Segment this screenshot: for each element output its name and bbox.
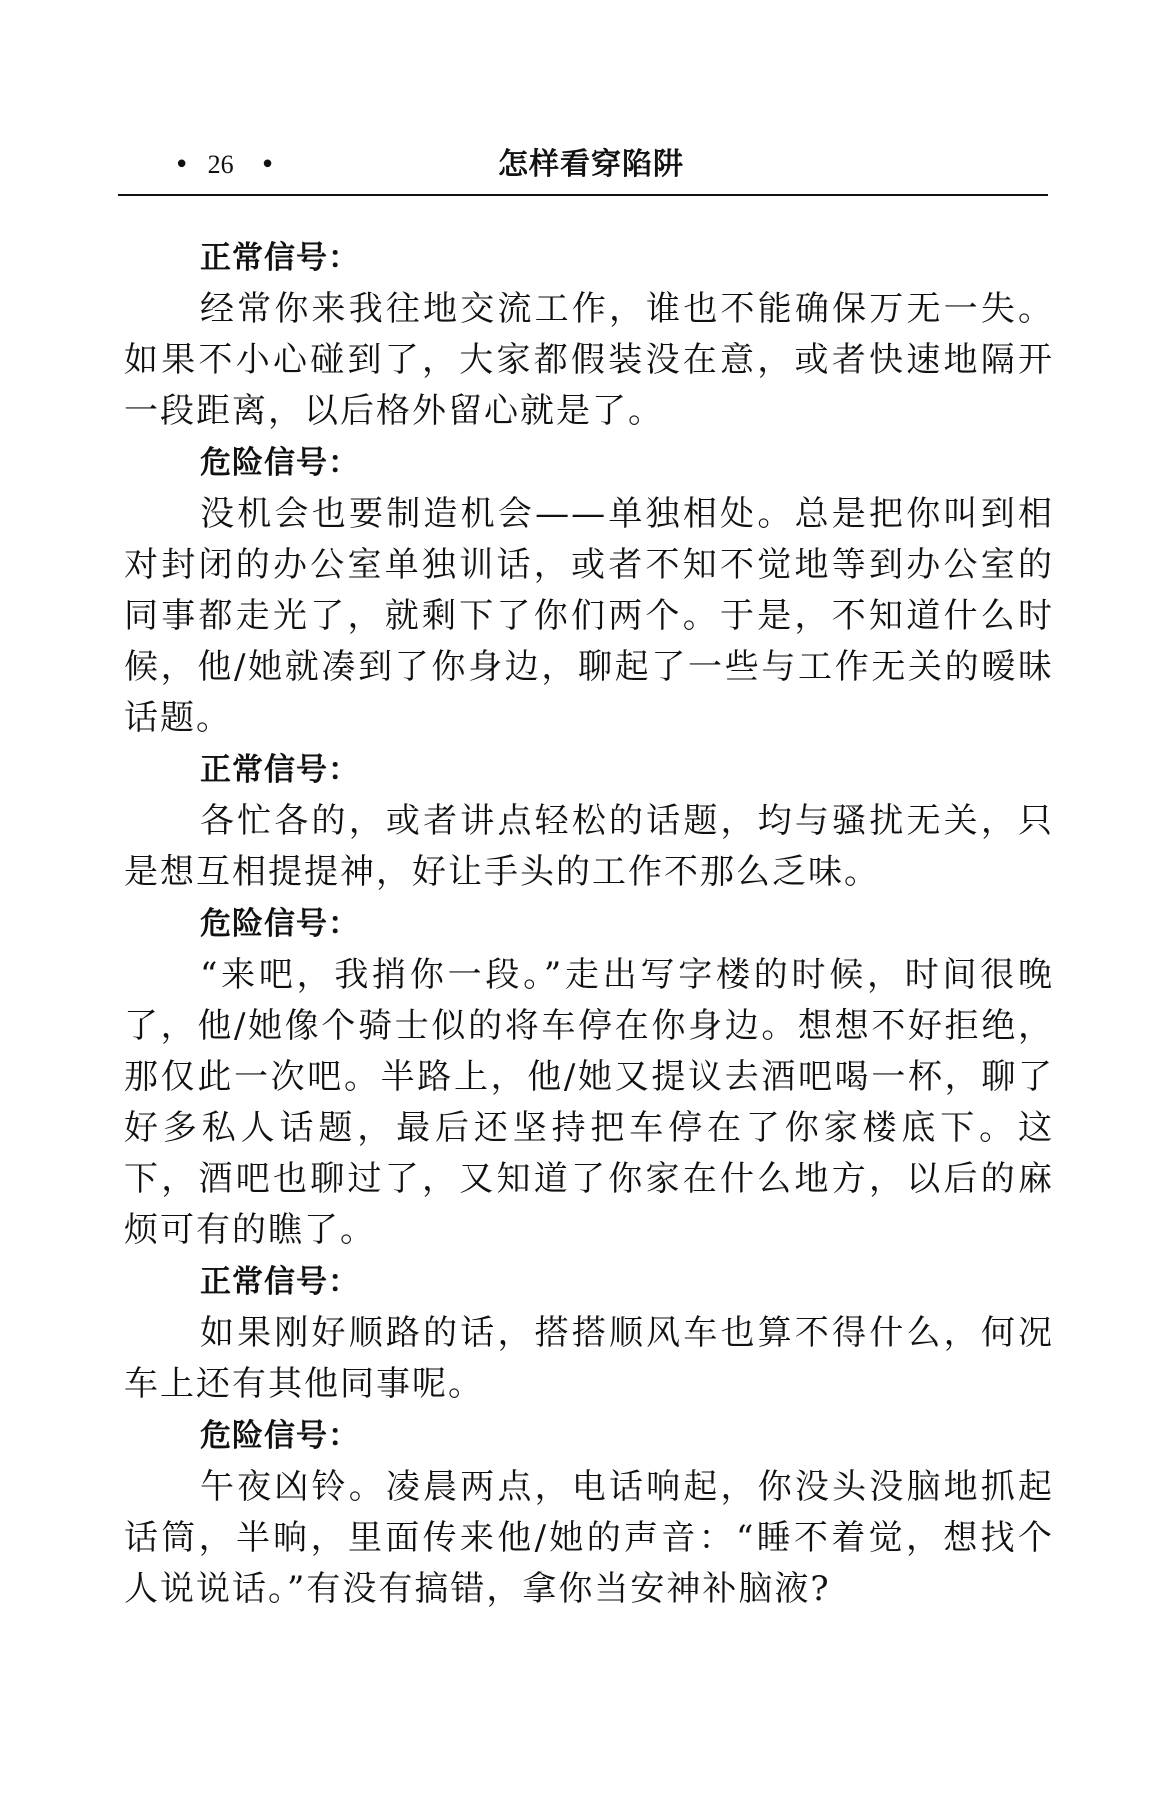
signal-label: 危险信号： (200, 445, 360, 481)
signal-label: 危险信号： (200, 906, 360, 942)
page-number-group (174, 148, 275, 182)
book-title: 怎样看穿陷阱 (498, 147, 684, 182)
paragraph: “来吧，我捎你一段。”走出写字楼的时候，时间很晚了，他/她像个骑士似的将车停在你身边。想想不好拒绝，那仅此一次吧。半路上，他/她又提议去酒吧喝一杯，聊了好多私人话题，最后还坚持把车停在了你家楼底下。这下，酒吧也聊过了，又知道了你家在什么地方，以后的麻烦可有的瞧了。 (124, 955, 1054, 1250)
paragraph: 没机会也要制造机会——单独相处。总是把你叫到相对封闭的办公室单独训话，或者不知不觉地等到办公室的同事都走光了，就剩下了你们两个。于是，不知道什么时候，他/她就凑到了你身边，聊起了一些与工作无关的暧昧话题。 (124, 494, 1054, 738)
paragraph: 午夜凶铃。凌晨两点，电话响起，你没头没脑地抓起话筒，半晌，里面传来他/她的声音：“睡不着觉，想找个人说说话。”有没有搞错，拿你当安神补脑液? (124, 1467, 1054, 1609)
page-number: 26 (207, 150, 234, 179)
signal-label: 正常信号： (200, 752, 360, 788)
running-header (118, 138, 1048, 196)
paragraph: 经常你来我往地交流工作，谁也不能确保万无一失。如果不小心碰到了，大家都假装没在意，或者快速地隔开一段距离，以后格外留心就是了。 (124, 289, 1054, 431)
paragraph: 各忙各的，或者讲点轻松的话题，均与骚扰无关，只是想互相提提神，好让手头的工作不那么乏味。 (124, 801, 1054, 892)
bullet-right: • (259, 150, 276, 180)
paragraph: 如果刚好顺路的话，搭搭顺风车也算不得什么，何况车上还有其他同事呢。 (124, 1313, 1054, 1404)
bullet-left: • (174, 150, 190, 180)
signal-label: 危险信号： (200, 1418, 360, 1454)
signal-label: 正常信号： (200, 1264, 360, 1300)
signal-label: 正常信号： (200, 240, 360, 276)
body-text (124, 232, 1054, 1615)
